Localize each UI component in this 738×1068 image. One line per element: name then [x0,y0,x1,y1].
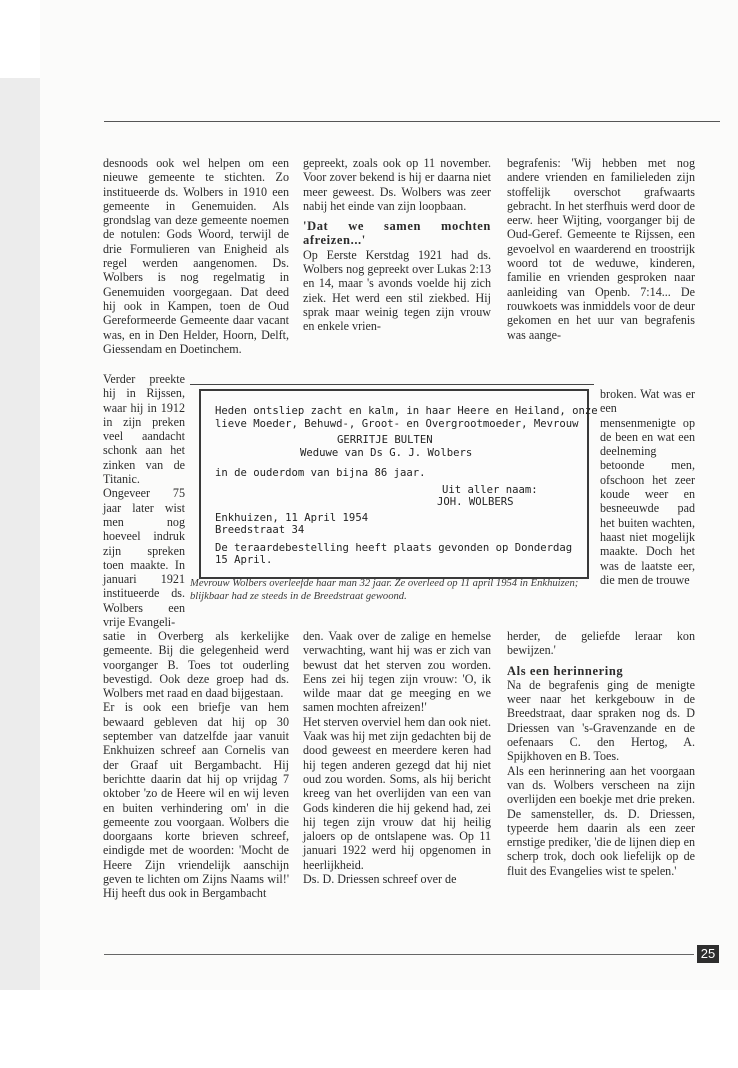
column-c-paragraph-4: Na de begrafenis ging de menigte weer naar het kerkgebouw in de Breedstraat, daar spraken nog ds. D Driessen van 's-Gravenzande en de oefenaars C. den Hertog, A. Spijkhoven en B. Toes. [507,677,695,764]
column-c-paragraph-2: broken. Wat was er een mensenmenigte op de been en wat een deelneming betoonde men, ofschoon het zeer koude weer en besneeuwde pad het buiten wachten, haast niet mogelijk maakte. Doch het was de laatste eer, die men de trouwe [600,387,695,587]
column-a-bottom [103,629,289,901]
column-a-paragraph-2: Verder preekte hij in Rijssen, waar hij in 1912 in zijn preken veel aandacht schonk aan het zinken van de Titanic. Ongeveer 75 jaar later wist men nog hoeveel indruk zijn spreken toen maakte. In januari 1921 institueerde ds. Wolbers een vrije Evangeli- [103,372,185,630]
column-b-bottom [303,629,491,886]
notice-place-date: Enkhuizen, 11 April 1954 [215,512,369,524]
column-b-top [303,156,491,334]
notice-rule [190,384,594,385]
column-c-top [507,156,695,342]
notice-signatory: JOH. WOLBERS [437,496,514,508]
notice-age: in de ouderdom van bijna 86 jaar. [215,467,426,479]
notice-widow: Weduwe van Ds G. J. Wolbers [300,447,473,459]
column-b-paragraph-1: gepreekt, zoals ook op 11 november. Voor zover bekend is hij er daarna niet meer geweest. Ds. Wolbers was zeer nabij het einde van zijn loopbaan. [303,156,491,213]
notice-caption: Mevrouw Wolbers overleefde haar man 32 jaar. Ze overleed op 11 april 1954 in Enkhuizen; blijkbaar had ze steeds in de Breedstraat gewoond. [190,578,579,602]
notice-funeral-2: 15 April. [215,554,273,566]
notice-line-1: Heden ontsliep zacht en kalm, in haar Heere en Heiland, onze [215,405,598,417]
page-number: 25 [697,945,719,963]
column-b-paragraph-3: den. Vaak over de zalige en hemelse verwachting, want hij was er zich van bewust dat het sterven zou worden. Eens zei hij tegen zijn vrouw: 'O, ik wilde maar dat ge meeging en we samen mochten afreizen!' [303,629,491,715]
column-a-paragraph-4: Er is ook een briefje van hem bewaard gebleven dat hij op 30 september van datzelfde jaar vanuit Enkhuizen schreef aan Cornelis van der Graaf uit Bergambacht. Hij berichtte daarin dat hij op vrijdag 7 oktober 'zo de Heere wil en wij leven en buiten verhindering om' in die gemeente zou voorgaan. Wolbers die doorgaans korte brieven schreef, eindigde met de woorden: 'Mocht de Heere Zijn vriendelijk aanschijn geven te lichten om Zijns Naams wil!' Hij heeft dus ook in Bergambacht [103,700,289,901]
column-c-paragraph-5: Als een herinnering aan het voorgaan van ds. Wolbers verscheen na zijn overlijden een boekje met drie preken. De samensteller, ds. D. Driessen, typeerde hem daarin als een zeer ernstige prediker, 'die de lijnen diep en scherp trok, doch ook liefelijk op de fluit des Evangelies wist te spelen.' [507,763,695,878]
column-a-wrap [103,372,185,629]
notice-address: Breedstraat 34 [215,524,305,536]
column-b-paragraph-2: Op Eerste Kerstdag 1921 had ds. Wolbers nog gepreekt over Lukas 2:13 en 14, maar 's avonds voelde hij zich ziek. Het werd een stil ziekbed. Hij sprak maar weinig tegen zijn vrouw en enkele vrien- [303,247,491,334]
column-c-paragraph-3: herder, de geliefde leraar kon bewijzen.' [507,629,695,658]
column-c-wrap [600,387,695,587]
header-rule [104,121,720,122]
scan-bottom-margin [0,990,738,1068]
column-b-paragraph-4: Het sterven overviel hem dan ook niet. Vaak was hij met zijn gedachten bij de dood geweest en meerdere keren had hij tegen anderen gezegd dat hij niet oud zou worden. Soms, als hij bericht kreeg van het overlijden van een van Gods kinderen die hij gekend had, zei hij tegen zijn vrouw dat hij heilig jaloers op de ontslapene was. Op 11 januari 1922 werd hij opgenomen in heerlijkheid. [303,714,491,872]
column-c-bottom [507,629,695,878]
footer-rule [104,954,694,955]
column-c-paragraph-1: begrafenis: 'Wij hebben met nog andere vrienden en familieleden zijn stoffelijk overschot grafwaarts gebracht. In het sterfhuis werd door de eerw. heer Wijting, voorganger bij de Oud-Geref. Gemeente te Rijssen, een gevoelvol en waarderend en troostrijk woord tot de weduwe, kinderen, familie en vrienden gesproken naar aanleiding van Openb. 7:14... De rouwkoets was inmiddels voor de deur gekomen en het uur van begrafenis was aange- [507,156,695,342]
column-a-paragraph-3: satie in Overberg als kerkelijke gemeente. Bij die gelegenheid werd voorganger B. Toes tot ouderling bevestigd. Ook deze groep had ds. Wolbers met raad en daad bijgestaan. [103,629,289,701]
notice-name: GERRITJE BULTEN [337,434,433,446]
notice-line-2: lieve Moeder, Behuwd-, Groot- en Overgrootmoeder, Mevrouw [215,418,579,430]
notice-on-behalf: Uit aller naam: [442,484,538,496]
column-c-heading: Als een herinnering [507,663,624,678]
column-b-heading: 'Dat we samen mochten afreizen...' [303,219,491,248]
column-b-paragraph-5: Ds. D. Driessen schreef over de [303,872,457,887]
column-a-paragraph-1: desnoods ook wel helpen om een nieuwe gemeente te stichten. Zo institueerde ds. Wolbers in 1910 een gemeente in Genemuiden. Als grondslag van deze gemeente noemen de notulen: Gods Woord, terwijl de drie Formulieren van Enigheid als regel werden aangenomen. Ds. Wolbers is nog regelmatig in Genemuiden voorgegaan. Dat deed hij ook in Kampen, toen de Oud Gereformeerde Gemeente daar vacant was, en in Den Helder, Hoorn, Delft, Giessendam en Doetinchem. [103,156,289,356]
notice-funeral-1: De teraardebestelling heeft plaats gevonden op Donderdag [215,542,573,554]
column-a-top [103,156,289,356]
